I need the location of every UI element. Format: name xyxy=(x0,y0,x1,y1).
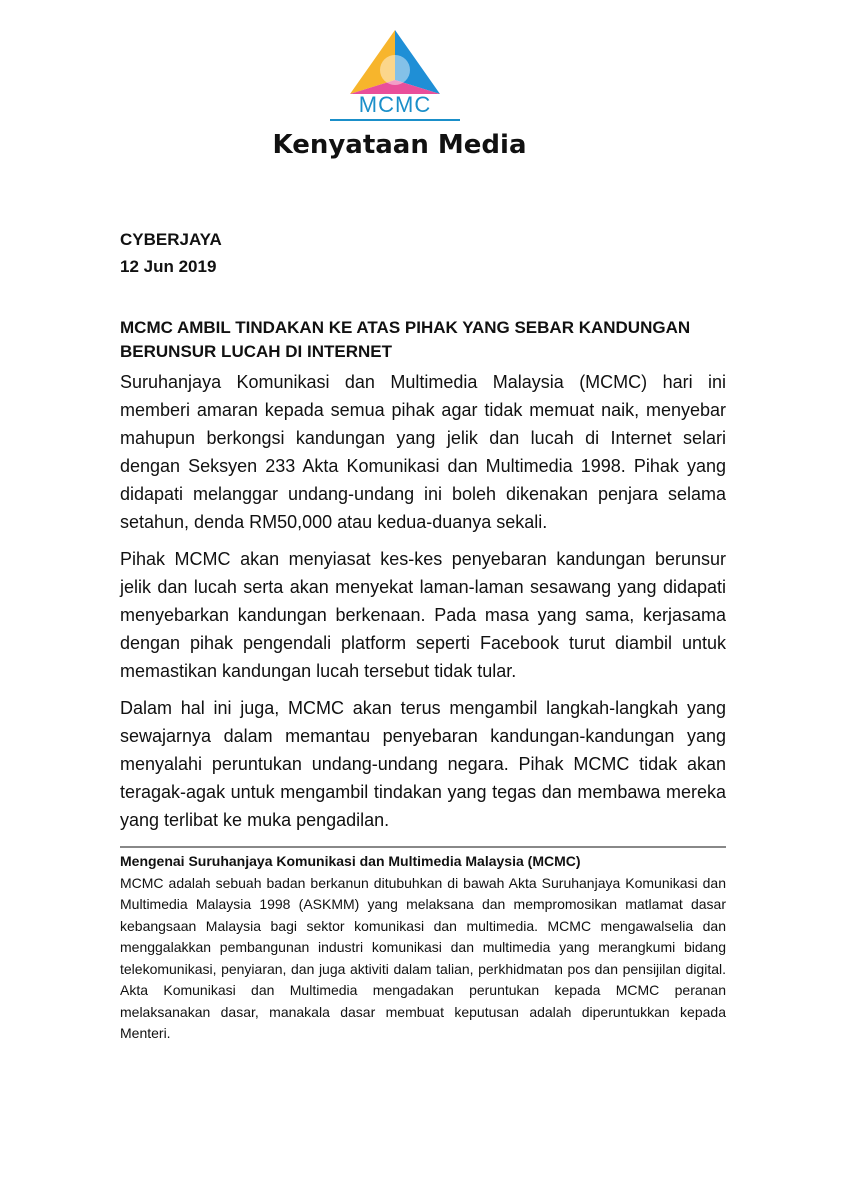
about-section xyxy=(120,851,726,1045)
mcmc-logo xyxy=(320,22,480,127)
svg-text:MCMC: MCMC xyxy=(358,92,432,117)
divider xyxy=(120,846,726,848)
about-heading: Mengenai Suruhanjaya Komunikasi dan Multimedia Malaysia (MCMC) xyxy=(120,853,581,869)
page-title xyxy=(0,130,847,160)
about-text: MCMC adalah sebuah badan berkanun ditubuhkan di bawah Akta Suruhanjaya Komunikasi dan Multimedia Malaysia 1998 (ASKMM) yang melaksana dan mempromosikan matlamat dasar kebangsaan Malaysia bagi sektor komunikasi dan multimedia. MCMC mengawalselia dan menggalakkan pembangunan industri komunikasi dan multimedia yang merangkumi bidang telekomunikasi, penyiaran, dan juga aktiviti dalam talian, perkhidmatan pos dan pensijilan digital. Akta Komunikasi dan Multimedia mengadakan peruntukan kepada MCMC peranan melaksanakan dasar, manakala dasar membuat keputusan adalah diperuntukkan kepada Menteri. xyxy=(120,874,726,1041)
body-text xyxy=(120,368,726,834)
title-text: Kenyataan Media xyxy=(272,130,527,160)
dateline-date: 12 Jun 2019 xyxy=(120,257,217,276)
paragraph: Dalam hal ini juga, MCMC akan terus mengambil langkah-langkah yang sewajarnya dalam memantau penyebaran kandungan-kandungan yang menyalahi peruntukan undang-undang negara. Pihak MCMC tidak akan teragak-agak untuk mengambil tindakan yang tegas dan membawa mereka yang terlibat ke muka pengadilan. xyxy=(120,698,726,830)
dateline-location: CYBERJAYA xyxy=(120,230,222,249)
main-content xyxy=(120,316,726,1045)
paragraph: Suruhanjaya Komunikasi dan Multimedia Malaysia (MCMC) hari ini memberi amaran kepada semua pihak agar tidak memuat naik, menyebar mahupun berkongsi kandungan yang jelik dan lucah di Internet selari dengan Seksyen 233 Akta Komunikasi dan Multimedia 1998. Pihak yang didapati melanggar undang-undang ini boleh dikenakan penjara selama setahun, denda RM50,000 atau kedua-duanya sekali. xyxy=(120,372,726,532)
paragraph: Pihak MCMC akan menyiasat kes-kes penyebaran kandungan berunsur jelik dan lucah serta akan menyekat laman-laman sesawang yang didapati menyebarkan kandungan berkenaan. Pada masa yang sama, kerjasama dengan pihak pengendali platform seperti Facebook turut diambil untuk memastikan kandungan lucah tersebut tidak tular. xyxy=(120,549,726,681)
dateline xyxy=(120,226,222,280)
headline: MCMC AMBIL TINDAKAN KE ATAS PIHAK YANG SEBAR KANDUNGAN BERUNSUR LUCAH DI INTERNET xyxy=(120,318,691,361)
